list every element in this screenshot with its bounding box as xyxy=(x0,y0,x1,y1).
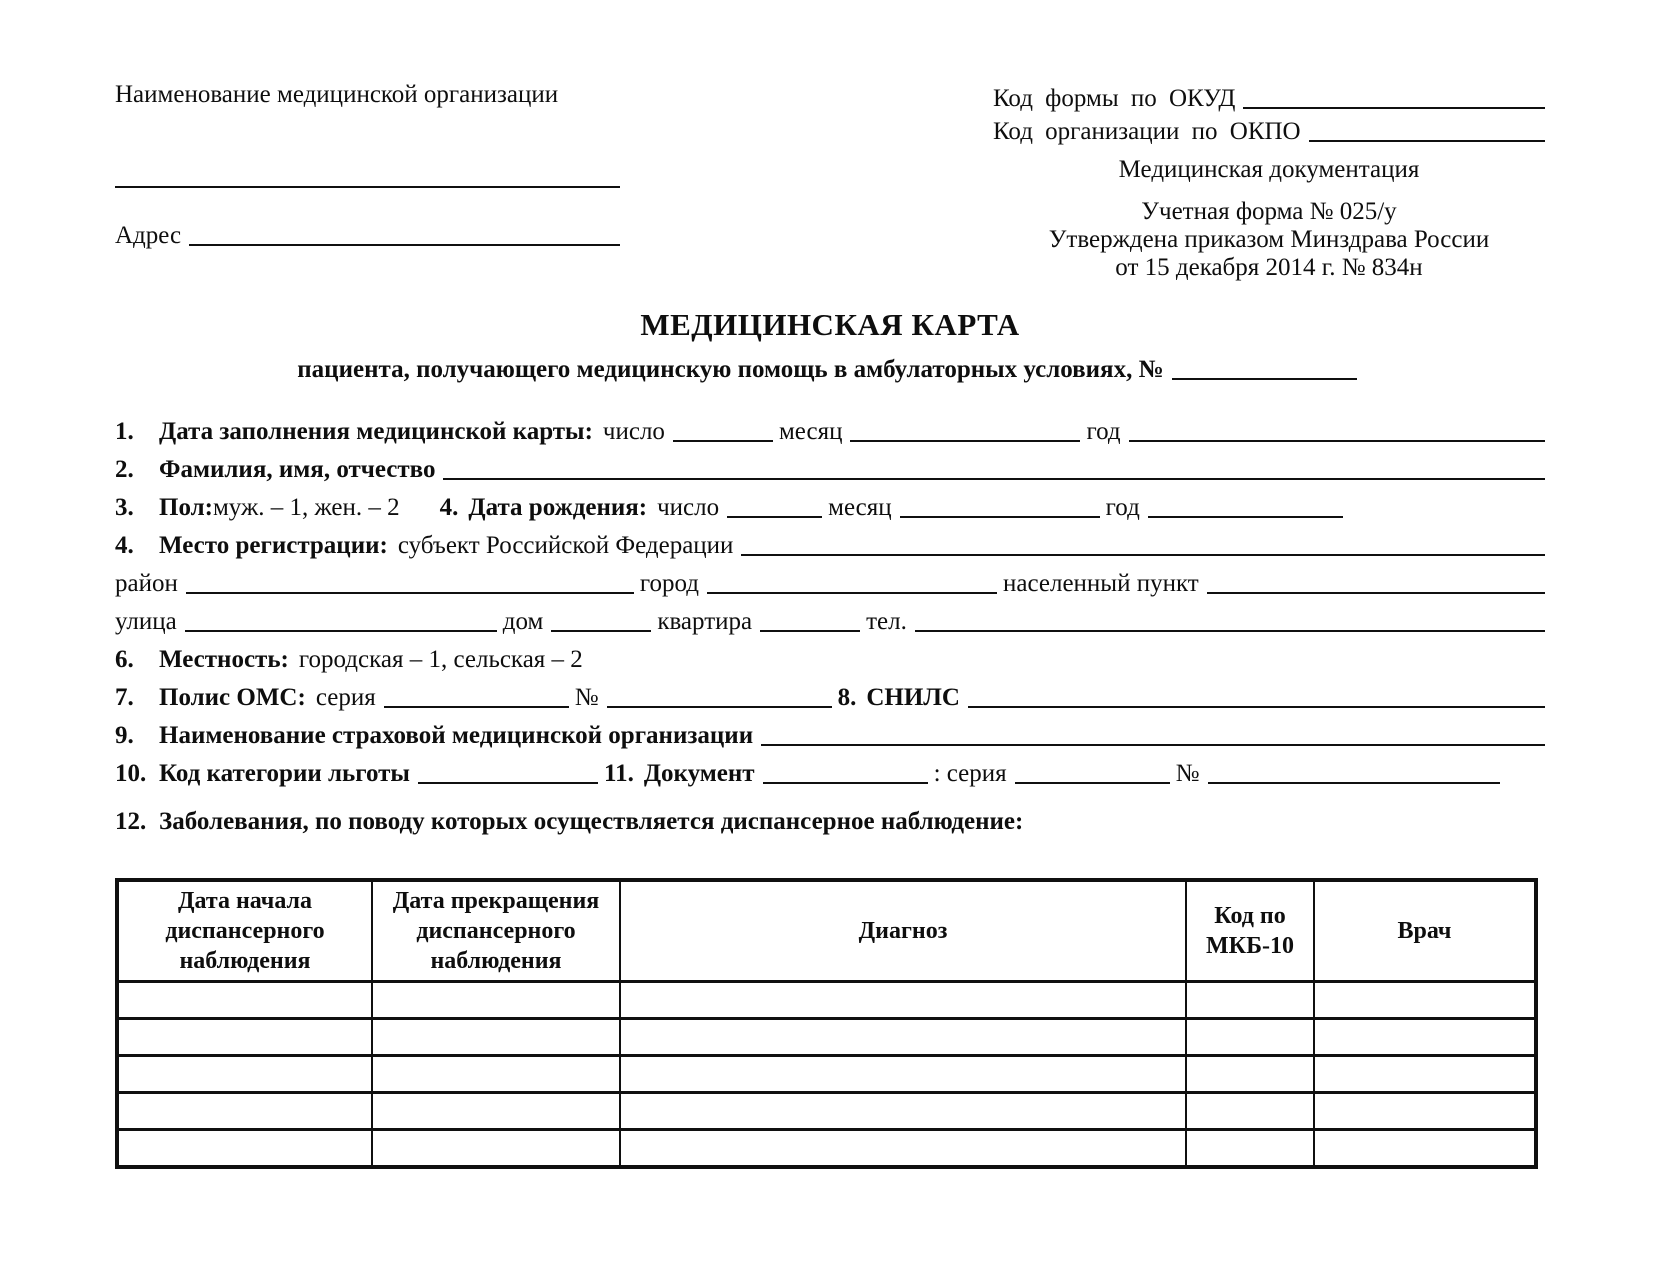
field-8-number: 8. xyxy=(837,684,857,711)
okpo-label: Код организации по ОКПО xyxy=(993,118,1301,145)
okpo-blank-line xyxy=(1309,140,1545,142)
empty-cell xyxy=(1314,1056,1536,1093)
field-8-snils-blank xyxy=(968,706,1545,708)
field-11-doc-blank xyxy=(763,782,928,784)
street-label: улица xyxy=(115,608,177,635)
empty-cell xyxy=(620,1056,1186,1093)
table-row xyxy=(117,982,1536,1019)
empty-cell xyxy=(117,1019,372,1056)
col-header-start-date: Дата начала диспансерного наблюдения xyxy=(117,880,372,982)
field-2-blank xyxy=(443,478,1545,480)
field-3-sex-label: Пол: xyxy=(159,494,213,521)
apartment-label: квартира xyxy=(657,608,753,635)
field-4-number: 4. xyxy=(439,494,459,521)
field-1-number: 1. xyxy=(115,418,134,445)
field-row-9-insurance-org xyxy=(115,712,1545,750)
field-6-number: 6. xyxy=(115,646,134,673)
field-11-no-blank xyxy=(1208,782,1501,784)
field-row-7-oms-snils xyxy=(115,674,1545,712)
field-7-series-label: серия xyxy=(315,684,376,711)
field-row-12-dispensary-diseases xyxy=(115,794,1545,836)
field-11-series-blank xyxy=(1015,782,1170,784)
empty-cell xyxy=(620,1093,1186,1130)
field-1-year-blank xyxy=(1129,440,1545,442)
col-header-diagnosis: Диагноз xyxy=(620,880,1186,982)
field-3-sex-options: муж. – 1, жен. – 2 xyxy=(212,494,400,521)
field-11-no-label: № xyxy=(1175,760,1200,787)
field-1-month-blank xyxy=(850,440,1080,442)
house-label: дом xyxy=(502,608,544,635)
col-header-doctor: Врач xyxy=(1314,880,1536,982)
okpo-row xyxy=(993,113,1545,146)
table-row xyxy=(117,1056,1536,1093)
field-4-label: Дата рождения: xyxy=(468,494,648,521)
street-blank xyxy=(185,630,497,632)
empty-cell xyxy=(1314,1019,1536,1056)
field-12-number: 12. xyxy=(115,808,147,835)
field-1-label: Дата заполнения медицинской карты: xyxy=(159,418,593,445)
field-1-day-label: число xyxy=(602,418,665,445)
empty-cell xyxy=(372,982,620,1019)
form-header xyxy=(115,80,1545,280)
field-row-6-locality xyxy=(115,636,1545,674)
table-header-row xyxy=(117,880,1536,982)
org-name-blank-line xyxy=(115,186,620,188)
empty-cell xyxy=(372,1093,620,1130)
field-7-number: 7. xyxy=(115,684,134,711)
field-11-label: Документ xyxy=(643,760,755,787)
empty-cell xyxy=(620,1019,1186,1056)
field-9-label: Наименование страховой медицинской организации xyxy=(159,722,754,749)
empty-cell xyxy=(1186,1130,1314,1168)
field-10-label: Код категории льготы xyxy=(159,760,410,787)
field-row-3-sex-birthdate xyxy=(115,484,1545,522)
form-fields xyxy=(115,408,1545,836)
empty-cell xyxy=(372,1056,620,1093)
apartment-blank xyxy=(760,630,860,632)
city-label: город xyxy=(639,570,699,597)
empty-cell xyxy=(117,1093,372,1130)
empty-cell xyxy=(372,1130,620,1168)
field-7-no-label: № xyxy=(574,684,599,711)
empty-cell xyxy=(1314,1130,1536,1168)
table-row xyxy=(117,1093,1536,1130)
field-4-month-label: месяц xyxy=(828,494,892,521)
empty-cell xyxy=(1186,1019,1314,1056)
field-row-5-registration xyxy=(115,522,1545,560)
header-left xyxy=(115,80,620,280)
phone-label: тел. xyxy=(866,608,907,635)
empty-cell xyxy=(1186,1093,1314,1130)
empty-cell xyxy=(1314,1093,1536,1130)
field-row-1-fill-date xyxy=(115,408,1545,446)
field-4-year-label: год xyxy=(1105,494,1140,521)
empty-cell xyxy=(117,1056,372,1093)
district-label: район xyxy=(115,570,178,597)
field-9-number: 9. xyxy=(115,722,134,749)
okud-label: Код формы по ОКУД xyxy=(993,85,1236,112)
field-3-number: 3. xyxy=(115,494,134,521)
field-4-day-blank xyxy=(727,516,822,518)
phone-blank xyxy=(915,630,1545,632)
form-number-line: Учетная форма № 025/у xyxy=(1141,198,1397,225)
house-blank xyxy=(551,630,651,632)
field-7-label: Полис ОМС: xyxy=(159,684,306,711)
form-subtitle: пациента, получающего медицинскую помощь в амбулаторных условиях, № xyxy=(297,356,1164,383)
field-6-label: Местность: xyxy=(159,646,289,673)
empty-cell xyxy=(1186,1056,1314,1093)
field-4-year-blank xyxy=(1148,516,1343,518)
table-row xyxy=(117,1130,1536,1168)
field-row-10-benefit-document xyxy=(115,750,1545,788)
col-header-end-date: Дата прекращения диспансерного наблюдения xyxy=(372,880,620,982)
field-2-number: 2. xyxy=(115,456,134,483)
field-11-number: 11. xyxy=(603,760,634,787)
field-8-label: СНИЛС xyxy=(866,684,960,711)
empty-cell xyxy=(372,1019,620,1056)
col-header-icd10-code: Код по МКБ-10 xyxy=(1186,880,1314,982)
field-7-no-blank xyxy=(607,706,832,708)
header-right xyxy=(993,80,1545,280)
org-name-label: Наименование медицинской организации xyxy=(115,81,559,108)
field-10-number: 10. xyxy=(115,760,147,787)
field-5-number: 4. xyxy=(115,532,134,559)
field-12-label: Заболевания, по поводу которых осуществляется диспансерное наблюдение: xyxy=(159,808,1024,835)
okud-row xyxy=(993,80,1545,113)
field-2-label: Фамилия, имя, отчество xyxy=(159,456,436,483)
field-1-day-blank xyxy=(673,440,773,442)
empty-cell xyxy=(620,1130,1186,1168)
form-title: МЕДИЦИНСКАЯ КАРТА xyxy=(640,307,1020,342)
field-5-subject-blank xyxy=(741,554,1545,556)
field-7-series-blank xyxy=(384,706,569,708)
field-10-blank xyxy=(418,782,598,784)
field-9-blank xyxy=(761,744,1545,746)
address-row xyxy=(115,210,620,250)
field-4-day-label: число xyxy=(657,494,720,521)
approval-line: Утверждена приказом Минздрава России xyxy=(1048,226,1490,253)
settlement-label: населенный пункт xyxy=(1003,570,1199,597)
field-4-month-blank xyxy=(900,516,1100,518)
field-5-label: Место регистрации: xyxy=(159,532,388,559)
field-row-2-full-name xyxy=(115,446,1545,484)
district-blank xyxy=(186,592,634,594)
field-5-subject-label: субъект Российской Федерации xyxy=(397,532,734,559)
medical-documentation-label: Медицинская документация xyxy=(1118,156,1420,183)
empty-cell xyxy=(117,1130,372,1168)
table-row xyxy=(117,1019,1536,1056)
field-1-month-label: месяц xyxy=(778,418,843,445)
card-number-blank xyxy=(1172,378,1357,380)
empty-cell xyxy=(1314,982,1536,1019)
city-blank xyxy=(707,592,997,594)
form-approval-block xyxy=(993,198,1545,282)
address-label: Адрес xyxy=(115,222,182,249)
approval-date-line: от 15 декабря 2014 г. № 834н xyxy=(1115,254,1423,281)
form-subtitle-row xyxy=(115,344,1545,384)
empty-cell xyxy=(1186,982,1314,1019)
field-6-options: городская – 1, сельская – 2 xyxy=(298,646,583,673)
address-blank-line xyxy=(189,244,620,246)
field-row-5b-district-city xyxy=(115,560,1545,598)
dispensary-observation-table xyxy=(115,878,1538,1169)
field-11-series-label: : серия xyxy=(933,760,1007,787)
okud-blank-line xyxy=(1243,107,1545,109)
settlement-blank xyxy=(1207,592,1545,594)
empty-cell xyxy=(117,982,372,1019)
empty-cell xyxy=(620,982,1186,1019)
field-1-year-label: год xyxy=(1086,418,1121,445)
field-row-5c-street xyxy=(115,598,1545,636)
